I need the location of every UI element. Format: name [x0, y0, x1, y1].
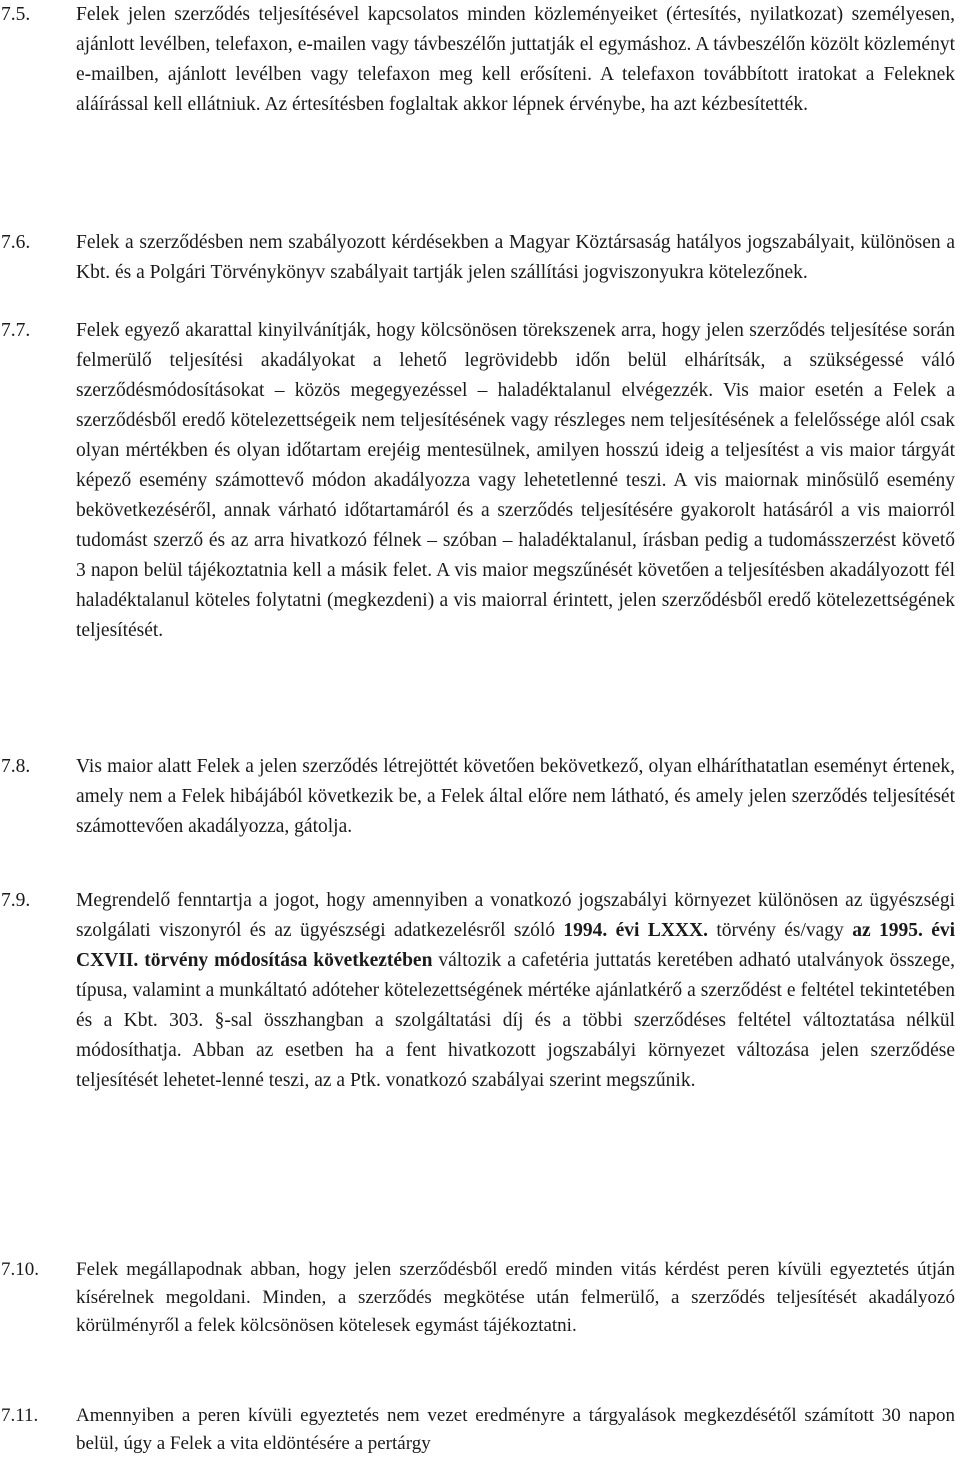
section-text [76, 886, 955, 1096]
text-run: törvény és/vagy [707, 920, 853, 941]
section-text: Felek megállapodnak abban, hogy jelen szerződésből eredő minden vitás kérdést peren kívüli egyeztetés útján kísérelnek megoldani. Minden, a szerződés megkötése után felmerülő, a szerződés teljesítését akadályozó körülményről a felek kölcsönösen kötelesek egymást tájékoztatni. [76, 1259, 955, 1336]
section-number: 7.6. [1, 232, 31, 253]
section-text: Vis maior alatt Felek a jelen szerződés létrejöttét követően bekövetkező, olyan elháríthatatlan eseményt értenek, amely nem a Felek hibájából következik be, a Felek által előre nem látható, és amely jelen szerződés teljesítését számottevően akadályozza, gátolja. [76, 756, 955, 837]
section-text: Felek egyező akarattal kinyilvánítják, hogy kölcsönösen törekszenek arra, hogy jelen szerződés teljesítése során felmerülő teljesítési akadályokat a lehető legrövidebb időn belül elhárítsák, a szükségessé váló szerződésmódosításokat – közös megegyezéssel – haladéktalanul elvégezzék. Vis maior esetén a Felek a szerződésből eredő kötelezettségeik nem teljesítésének vagy részleges nem teljesítésének a felelőssége alól csak olyan mértékben és olyan időtartam erejéig mentesülnek, amilyen hosszú ideig a teljesítést a vis maior tárgyát képező esemény számottevő módon akadályozza vagy lehetetlenné teszi. A vis maiornak minősülő esemény bekövetkezéséről, annak várható időtartamáról és a szerződés teljesítésére gyakorolt hatásáról a vis maiorról tudomást szerző és az arra hivatkozó félnek – szóban – haladéktalanul, írásban pedig a tudomásszerzést követő 3 napon belül tájékoztatnia kell a másik felet. A vis maior megszűnését követően a teljesítésben akadályozott fél haladéktalanul köteles folytatni (megkezdeni) a vis maiorral érintett, jelen szerződésből eredő kötelezettségének teljesítését. [76, 320, 955, 641]
section-text: Amennyiben a peren kívüli egyeztetés nem vezet eredményre a tárgyalások megkezdésétől számított 30 napon belül, úgy a Felek a vita eldöntésére a pertárgy [76, 1405, 955, 1454]
section-number: 7.10. [1, 1259, 39, 1280]
section-number: 7.5. [1, 4, 31, 25]
section-number: 7.9. [1, 890, 31, 911]
text-run: Megrendelő fenntartja a jogot, hogy amennyiben a vonatkozó jogszabályi környezet különösen az ügyészségi szolgálati viszonyról és az ügyészségi adatkezelésről szóló [76, 890, 955, 941]
text-run: változik a cafetéria juttatás keretében adható utalványok összege, típusa, valamint a munkáltató adóteher kötelezettségének mértéke ajánlatkérő a szerződést e feltétel tekintetében és a Kbt. 303. §-sal összhangban a szolgáltatási díj és a többi szerződéses feltétel változtatása nélkül módosíthatja. Abban az esetben ha a fent hivatkozott jogszabályi környezet változása jelen szerződése teljesítését lehetet-lenné teszi, az a Ptk. vonatkozó szabályai szerint megszűnik. [76, 950, 955, 1091]
section-text: Felek a szerződésben nem szabályozott kérdésekben a Magyar Köztársaság hatályos jogszabályait, különösen a Kbt. és a Polgári Törvénykönyv szabályait tartják jelen szállítási jogviszonyukra kötelezőnek. [76, 232, 955, 283]
section-number: 7.7. [1, 320, 31, 341]
bold-run: az 1995. évi CXVII. törvény módosítása következtében [76, 920, 956, 971]
section-text: Felek jelen szerződés teljesítésével kapcsolatos minden közleményeiket (értesítés, nyilatkozat) személyesen, ajánlott levélben, telefaxon, e-mailen vagy távbeszélőn juttatják el egymáshoz. A távbeszélőn közölt közleményt e-mailben, ajánlott levélben vagy telefaxon meg kell erősíteni. A telefaxon továbbított iratokat a Feleknek aláírással kell ellátniuk. Az értesítésben foglaltak akkor lépnek érvénybe, ha azt kézbesítették. [76, 4, 955, 115]
section-number: 7.11. [1, 1405, 39, 1426]
bold-run: 1994. évi LXXX. [563, 920, 708, 941]
section-number: 7.8. [1, 756, 31, 777]
